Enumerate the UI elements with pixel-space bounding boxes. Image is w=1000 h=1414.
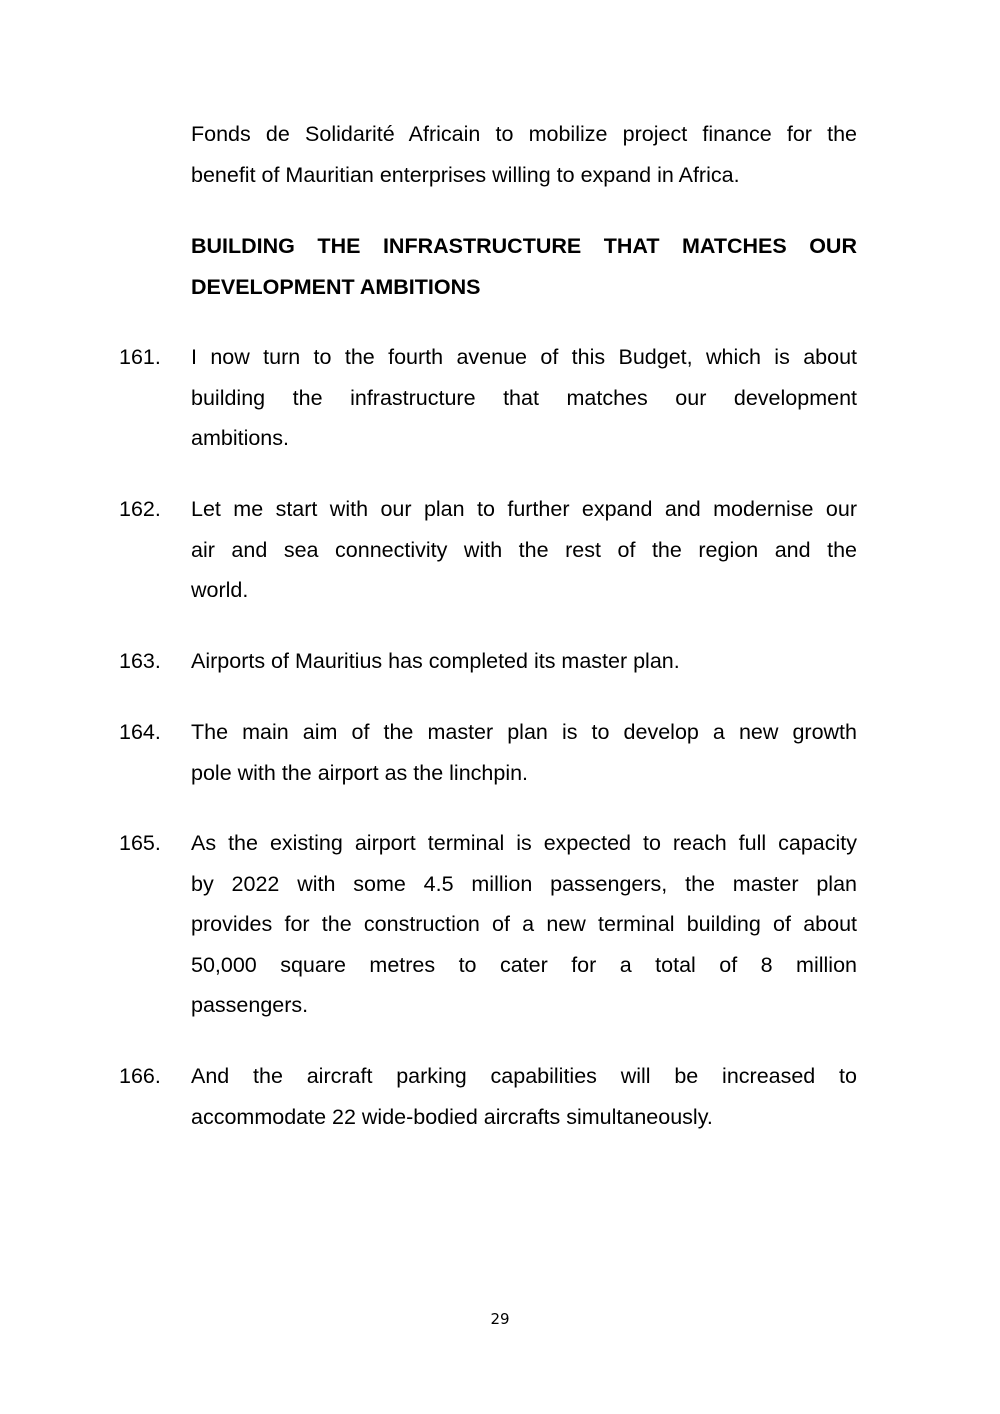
paragraph-number: 164. <box>119 720 161 744</box>
text-line: Fonds de Solidarité Africain to mobilize project finance for the <box>191 122 857 146</box>
text-line: world. <box>191 578 249 603</box>
text-line: As the existing airport terminal is expected to reach full capacity <box>191 831 857 855</box>
numbered-paragraph <box>191 712 857 793</box>
section-heading <box>191 226 857 307</box>
heading-line: DEVELOPMENT AMBITIONS <box>191 274 481 299</box>
numbered-paragraph <box>191 489 857 611</box>
text-line: building the infrastructure that matches our development <box>191 385 857 410</box>
numbered-paragraph <box>191 337 857 459</box>
text-line: 50,000 square metres to cater for a total of 8 million <box>191 952 857 977</box>
text-line: provides for the construction of a new terminal building of about <box>191 912 857 937</box>
text-line: I now turn to the fourth avenue of this Budget, which is about <box>191 345 857 369</box>
text-line: ambitions. <box>191 426 289 451</box>
text-line: by 2022 with some 4.5 million passengers, the master plan <box>191 871 857 896</box>
text-line: passengers. <box>191 993 309 1018</box>
paragraph-number: 161. <box>119 345 161 369</box>
numbered-paragraph <box>191 641 857 682</box>
text-line: Let me start with our plan to further expand and modernise our <box>191 497 857 521</box>
paragraph-number: 163. <box>119 649 161 673</box>
text-line: The main aim of the master plan is to develop a new growth <box>191 720 857 744</box>
text-line: benefit of Mauritian enterprises willing to expand in Africa. <box>191 162 740 187</box>
text-line: pole with the airport as the linchpin. <box>191 760 529 785</box>
page-number: 29 <box>490 1310 510 1328</box>
continuation-paragraph <box>191 114 857 195</box>
numbered-paragraph <box>191 823 857 1026</box>
text-line: air and sea connectivity with the rest of the region and the <box>191 537 857 562</box>
text-line: Airports of Mauritius has completed its master plan. <box>191 649 680 673</box>
paragraph-number: 162. <box>119 497 161 521</box>
numbered-paragraph <box>191 1056 857 1137</box>
paragraph-number: 165. <box>119 831 161 855</box>
paragraph-number: 166. <box>119 1064 161 1088</box>
heading-line: BUILDING THE INFRASTRUCTURE THAT MATCHES OUR <box>191 234 857 258</box>
text-line: accommodate 22 wide-bodied aircrafts simultaneously. <box>191 1104 713 1129</box>
text-line: And the aircraft parking capabilities will be increased to <box>191 1064 857 1088</box>
